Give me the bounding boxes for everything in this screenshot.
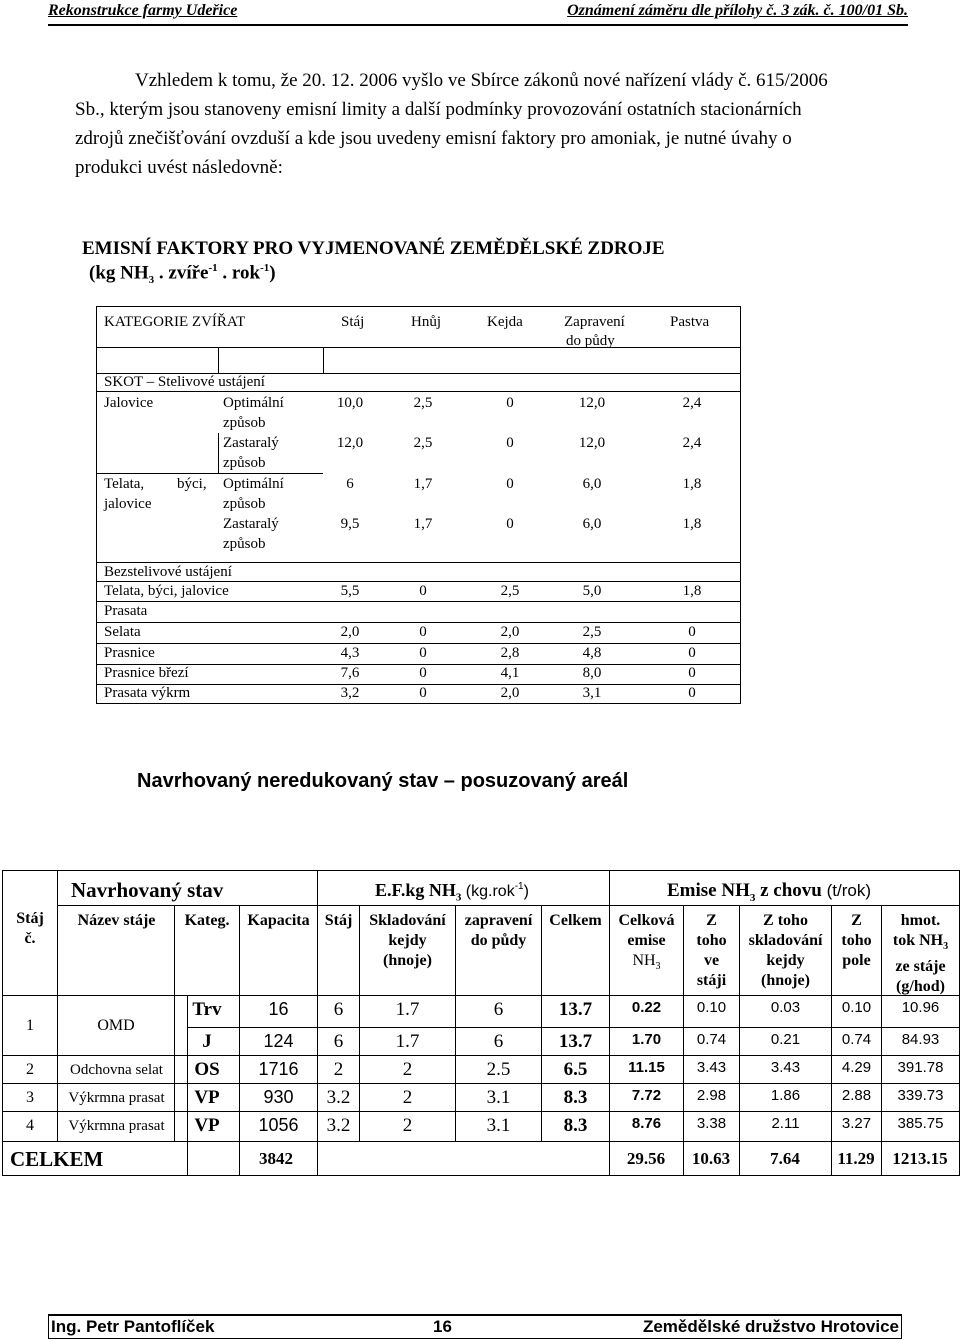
col-z-staj [684, 911, 739, 991]
ef-cell: 5,5 [340, 583, 360, 599]
row-cell-celk: 8.76 [631, 1115, 662, 1132]
col-z-sklad-l: kejdy [766, 952, 805, 969]
row-staj-no: 4 [26, 1117, 34, 1134]
ef-method: způsob [223, 455, 266, 471]
header-right: Oznámení záměru dle přílohy č. 3 zák. č. 100/01 Sb. [567, 2, 908, 19]
row-cell-hmot: 84.93 [901, 1031, 940, 1048]
ef-cell: 6,0 [582, 476, 602, 492]
group-ef-text: (kg.rok [461, 883, 515, 900]
row-cell-celk: 7.72 [631, 1087, 662, 1104]
ef-cell: 2,5 [582, 624, 602, 640]
ef-cell: 2,5 [413, 395, 433, 411]
group-ef-sup: -1 [514, 881, 524, 892]
ef-cell: 0 [419, 583, 427, 599]
ef-cell: 4,8 [582, 645, 602, 661]
row-cell-ef-staj: 6 [333, 999, 344, 1020]
col-z-pole-l: Z [851, 912, 862, 929]
ef-cell: 0 [506, 395, 514, 411]
total-kapacita: 3842 [259, 1149, 293, 1168]
ef-cell: 2,5 [500, 583, 520, 599]
row-cell-ef-staj: 2 [333, 1059, 344, 1080]
col-hmot-sub: 3 [943, 941, 949, 953]
row-cell-ef-sklad: 1.7 [395, 1031, 420, 1052]
ef-cell: 0 [419, 665, 427, 681]
ef-header-kejda: Kejda [487, 314, 523, 330]
col-kapacita: Kapacita [247, 912, 310, 929]
row-cell-ef-staj: 6 [333, 1031, 344, 1052]
ef-cell: 6,0 [582, 516, 602, 532]
col-z-pole-l: toho [841, 932, 872, 949]
ef-cell: 0 [688, 645, 696, 661]
emission-table [2, 870, 960, 1176]
ef-method: Zastaralý [223, 516, 279, 532]
row-cell-ef-staj: 3.2 [326, 1115, 351, 1136]
ef-cell: 10,0 [336, 395, 364, 411]
ef-skot-label: SKOT – Stelivové ustájení [104, 374, 265, 390]
section-title: EMISNÍ FAKTORY PRO VYJMENOVANÉ ZEMĚDĚLSKÉ ZDROJE [82, 238, 665, 259]
col-z-sklad-l: Z toho [763, 912, 808, 929]
group-emise-text: Emise NH [667, 880, 750, 901]
row-cell-kat: VP [194, 1087, 220, 1108]
row-cell-zpole: 0.74 [841, 1031, 872, 1048]
group-ef [375, 880, 529, 904]
row-cell-zstaj: 0.74 [696, 1031, 727, 1048]
unit-text: . zvíře [154, 262, 209, 284]
row-cell-ef-staj: 3.2 [326, 1087, 351, 1108]
footer-company: Zemědělské družstvo Hrotovice [642, 1317, 899, 1336]
ef-cell: 1,7 [413, 476, 433, 492]
table-subtitle: Navrhovaný neredukovaný stav – posuzovaný areál [137, 770, 629, 792]
ef-method: způsob [223, 536, 266, 552]
ef-cell: 7,6 [340, 665, 360, 681]
row-cell-zpole: 2.88 [841, 1087, 872, 1104]
ef-method: Optimální [223, 395, 284, 411]
col-celk-emise-nh: NH [632, 952, 656, 969]
ef-cell: 3,1 [582, 685, 602, 701]
col-ef-staj: Stáj [324, 912, 353, 929]
col-hmot-l: (g/hod) [896, 978, 945, 996]
row-cell-kap: 16 [268, 999, 289, 1019]
col-hmot-l [882, 931, 959, 957]
group-ef-sub: 3 [455, 891, 462, 904]
col-ef-zaprav-l: zapravení [464, 912, 533, 929]
row-cell-ef-sklad: 2 [402, 1087, 413, 1108]
row-cell-ef-celk: 13.7 [558, 1031, 593, 1052]
col-z-staj-l: stáji [696, 972, 727, 989]
row-cell-celk: 11.15 [628, 1059, 665, 1076]
col-z-sklad-l: (hnoje) [761, 972, 810, 989]
row-staj-no: 1 [26, 1017, 34, 1034]
ef-method: způsob [223, 496, 266, 512]
row-cell-zpole: 4.29 [841, 1059, 872, 1076]
col-ef-zaprav [456, 911, 541, 951]
row-nazev: OMD [97, 1017, 135, 1034]
footer-author: Ing. Petr Pantoflíček [51, 1317, 215, 1336]
row-cell-ef-celk: 8.3 [563, 1087, 588, 1108]
ef-header-category: KATEGORIE ZVÍŘAT [104, 314, 246, 330]
row-cell-kat: J [202, 1031, 212, 1052]
row-cell-zpole: 0.10 [841, 999, 872, 1016]
col-celk-emise-l: emise [627, 932, 666, 949]
row-cell-zstaj: 2.98 [696, 1087, 727, 1104]
ef-header-zapraveni: Zapravení [564, 314, 625, 330]
col-staj-no [3, 909, 57, 949]
ef-cell: 2,0 [340, 624, 360, 640]
ef-row-label: Selata [104, 624, 141, 640]
ef-cell: 2,8 [500, 645, 520, 661]
col-z-sklad [740, 911, 831, 991]
ef-cell: 2,0 [500, 624, 520, 640]
row-cell-hmot: 10.96 [901, 999, 940, 1016]
row-cell-zsklad: 0.21 [770, 1031, 801, 1048]
ef-cell: 0 [506, 435, 514, 451]
row-cell-ef-celk: 8.3 [563, 1115, 588, 1136]
col-nazev: Název stáje [77, 912, 156, 929]
ef-cell: 2,0 [500, 685, 520, 701]
col-hmot [882, 911, 959, 997]
page-header [48, 2, 908, 26]
col-staj-no-l2: č. [24, 930, 36, 947]
row-cell-zsklad: 0.03 [770, 999, 801, 1016]
group-ef-text: E.F.kg NH [375, 880, 456, 900]
col-z-pole [832, 911, 881, 971]
row-cell-ef-sklad: 2 [402, 1059, 413, 1080]
row-cell-kat: OS [194, 1059, 220, 1080]
ef-telata: jalovice [104, 496, 152, 512]
row-cell-kap: 1056 [258, 1115, 299, 1135]
ef-header-pastva: Pastva [670, 314, 710, 330]
ef-method: Optimální [223, 476, 284, 492]
ef-cell: 1,8 [682, 476, 702, 492]
col-ef-sklad-l: Skladování [369, 912, 446, 929]
ef-header-hnuj: Hnůj [411, 314, 441, 330]
group-emise [667, 880, 871, 904]
row-cell-celk: 1.70 [631, 1031, 662, 1048]
ef-cell: 0 [688, 665, 696, 681]
group-emise-text: z chovu [755, 880, 827, 901]
col-kateg: Kateg. [184, 912, 230, 929]
col-z-pole-l: pole [842, 952, 871, 969]
total-label: CELKEM [10, 1147, 104, 1171]
ef-cell: 4,3 [340, 645, 360, 661]
col-celk-emise-l: Celková [618, 912, 675, 929]
ef-cell: 1,7 [413, 516, 433, 532]
ef-cell: 0 [688, 685, 696, 701]
ef-cell: 8,0 [582, 665, 602, 681]
page-footer [48, 1314, 902, 1339]
ef-cell: 2,4 [682, 395, 702, 411]
col-z-staj-l: toho [696, 932, 727, 949]
group-ef-text: ) [523, 883, 529, 900]
ef-cell: 12,0 [578, 435, 606, 451]
ef-cell: 2,4 [682, 435, 702, 451]
ef-cell: 0 [419, 685, 427, 701]
ef-cell: 12,0 [336, 435, 364, 451]
row-cell-zsklad: 2.11 [771, 1115, 800, 1132]
row-cell-zstaj: 0.10 [696, 999, 727, 1016]
intro-line: produkci uvést následovně: [75, 157, 283, 178]
ef-prasata-label: Prasata [104, 603, 148, 619]
section-unit [89, 262, 276, 286]
unit-text: (kg NH [89, 262, 149, 284]
total-zpole: 11.29 [837, 1149, 875, 1168]
ef-cell: 0 [506, 476, 514, 492]
ef-cell: 0 [419, 624, 427, 640]
ef-method: způsob [223, 415, 266, 431]
ef-cell: 0 [419, 645, 427, 661]
ef-cell: 0 [506, 516, 514, 532]
intro-line: Sb., kterým jsou stanoveny emisní limity a další podmínky provozování ostatních stacionárních [75, 99, 802, 120]
ef-cell: 12,0 [578, 395, 606, 411]
ef-header-zapraveni-2: do půdy [566, 333, 615, 349]
ef-jalovice: Jalovice [104, 395, 154, 411]
row-cell-zsklad: 1.86 [770, 1087, 801, 1104]
col-ef-sklad-l: (hnoje) [383, 952, 432, 969]
ef-cell: 9,5 [340, 516, 360, 532]
row-cell-kat: VP [194, 1115, 220, 1136]
total-zstaj: 10.63 [691, 1149, 731, 1168]
ef-cell: 0 [688, 624, 696, 640]
row-cell-kap: 1716 [258, 1059, 299, 1079]
ef-method: Zastaralý [223, 435, 279, 451]
col-hmot-l: ze stáje [895, 958, 946, 976]
row-cell-ef-celk: 6.5 [563, 1059, 588, 1080]
col-ef-sklad-l: kejdy [388, 932, 427, 949]
row-cell-ef-zap: 3.1 [486, 1087, 511, 1108]
row-cell-kat: Trv [192, 999, 222, 1020]
emission-factor-table [96, 306, 741, 704]
row-cell-zstaj: 3.43 [696, 1059, 727, 1076]
row-nazev: Výkrmna prasat [68, 1118, 165, 1134]
ef-cell: 5,0 [582, 583, 602, 599]
intro-paragraph [75, 66, 907, 182]
col-z-staj-l: Z [706, 912, 717, 929]
total-hmot: 1213.15 [892, 1149, 948, 1168]
group-navrhovany: Navrhovaný stav [71, 878, 224, 902]
row-cell-zstaj: 3.38 [696, 1115, 727, 1132]
col-z-staj-l: ve [703, 952, 720, 969]
col-hmot-nh: tok NH [892, 932, 944, 949]
ef-bezstel-label: Bezstelivové ustájení [104, 564, 232, 580]
unit-sup: -1 [208, 262, 218, 274]
row-cell-ef-sklad: 2 [402, 1115, 413, 1136]
row-cell-ef-sklad: 1.7 [395, 999, 420, 1020]
row-staj-no: 3 [26, 1089, 34, 1106]
ef-cell: 1,8 [682, 516, 702, 532]
ef-row-label: Prasata výkrm [104, 685, 191, 701]
col-celk-emise-sub: 3 [655, 961, 661, 973]
col-celk-emise-l [610, 951, 683, 977]
unit-text: ) [269, 262, 276, 284]
ef-telata: Telata, [104, 476, 145, 492]
header-left: Rekonstrukce farmy Udeřice [48, 2, 238, 19]
group-emise-sub: 3 [749, 891, 756, 904]
total-zsklad: 7.64 [770, 1149, 800, 1168]
ef-cell: 1,8 [682, 583, 702, 599]
row-cell-kap: 124 [263, 1031, 294, 1051]
col-hmot-l: hmot. [900, 912, 941, 929]
unit-text: . rok [217, 262, 261, 284]
ef-cell: 3,2 [340, 685, 360, 701]
row-nazev: Výkrmna prasat [68, 1090, 165, 1106]
row-cell-ef-zap: 3.1 [486, 1115, 511, 1136]
ef-row-label: Telata, býci, jalovice [104, 583, 229, 599]
col-ef-sklad [360, 911, 455, 971]
col-ef-celkem: Celkem [549, 912, 602, 929]
row-cell-ef-celk: 13.7 [558, 999, 593, 1020]
row-cell-ef-zap: 6 [493, 1031, 504, 1052]
row-cell-kap: 930 [263, 1087, 294, 1107]
row-cell-hmot: 391.78 [897, 1059, 944, 1076]
intro-line: zdrojů znečišťování ovzduší a kde jsou uvedeny emisní faktory pro amoniak, je nutné úvahy o [75, 128, 792, 149]
row-cell-ef-zap: 2.5 [486, 1059, 511, 1080]
intro-line: Vzhledem k tomu, že 20. 12. 2006 vyšlo ve Sbírce zákonů nové nařízení vlády č. 615/2006 [135, 70, 828, 91]
ef-cell: 6 [346, 476, 354, 492]
row-cell-ef-zap: 6 [493, 999, 504, 1020]
col-ef-zaprav-l: do půdy [470, 932, 527, 949]
row-staj-no: 2 [26, 1061, 34, 1078]
unit-sup: -1 [260, 262, 270, 274]
col-z-sklad-l: skladování [748, 932, 823, 949]
ef-cell: 2,5 [413, 435, 433, 451]
col-celk-emise [610, 911, 683, 977]
ef-telata: býci, [177, 476, 207, 492]
total-celk: 29.56 [626, 1149, 666, 1168]
ef-header-staj: Stáj [341, 314, 365, 330]
ef-cell: 4,1 [500, 665, 520, 681]
row-cell-zpole: 3.27 [841, 1115, 872, 1132]
row-cell-hmot: 339.73 [897, 1087, 944, 1104]
row-cell-hmot: 385.75 [897, 1115, 944, 1132]
footer-page-number: 16 [433, 1317, 452, 1336]
ef-row-label: Prasnice [104, 645, 155, 661]
row-nazev: Odchovna selat [70, 1062, 163, 1078]
row-cell-zsklad: 3.43 [770, 1059, 801, 1076]
row-cell-celk: 0.22 [631, 999, 662, 1016]
group-emise-text: (t/rok) [826, 881, 871, 900]
col-staj-no-l1: Stáj [16, 910, 44, 927]
ef-row-label: Prasnice březí [104, 665, 189, 681]
unit-sub: 3 [148, 274, 155, 287]
